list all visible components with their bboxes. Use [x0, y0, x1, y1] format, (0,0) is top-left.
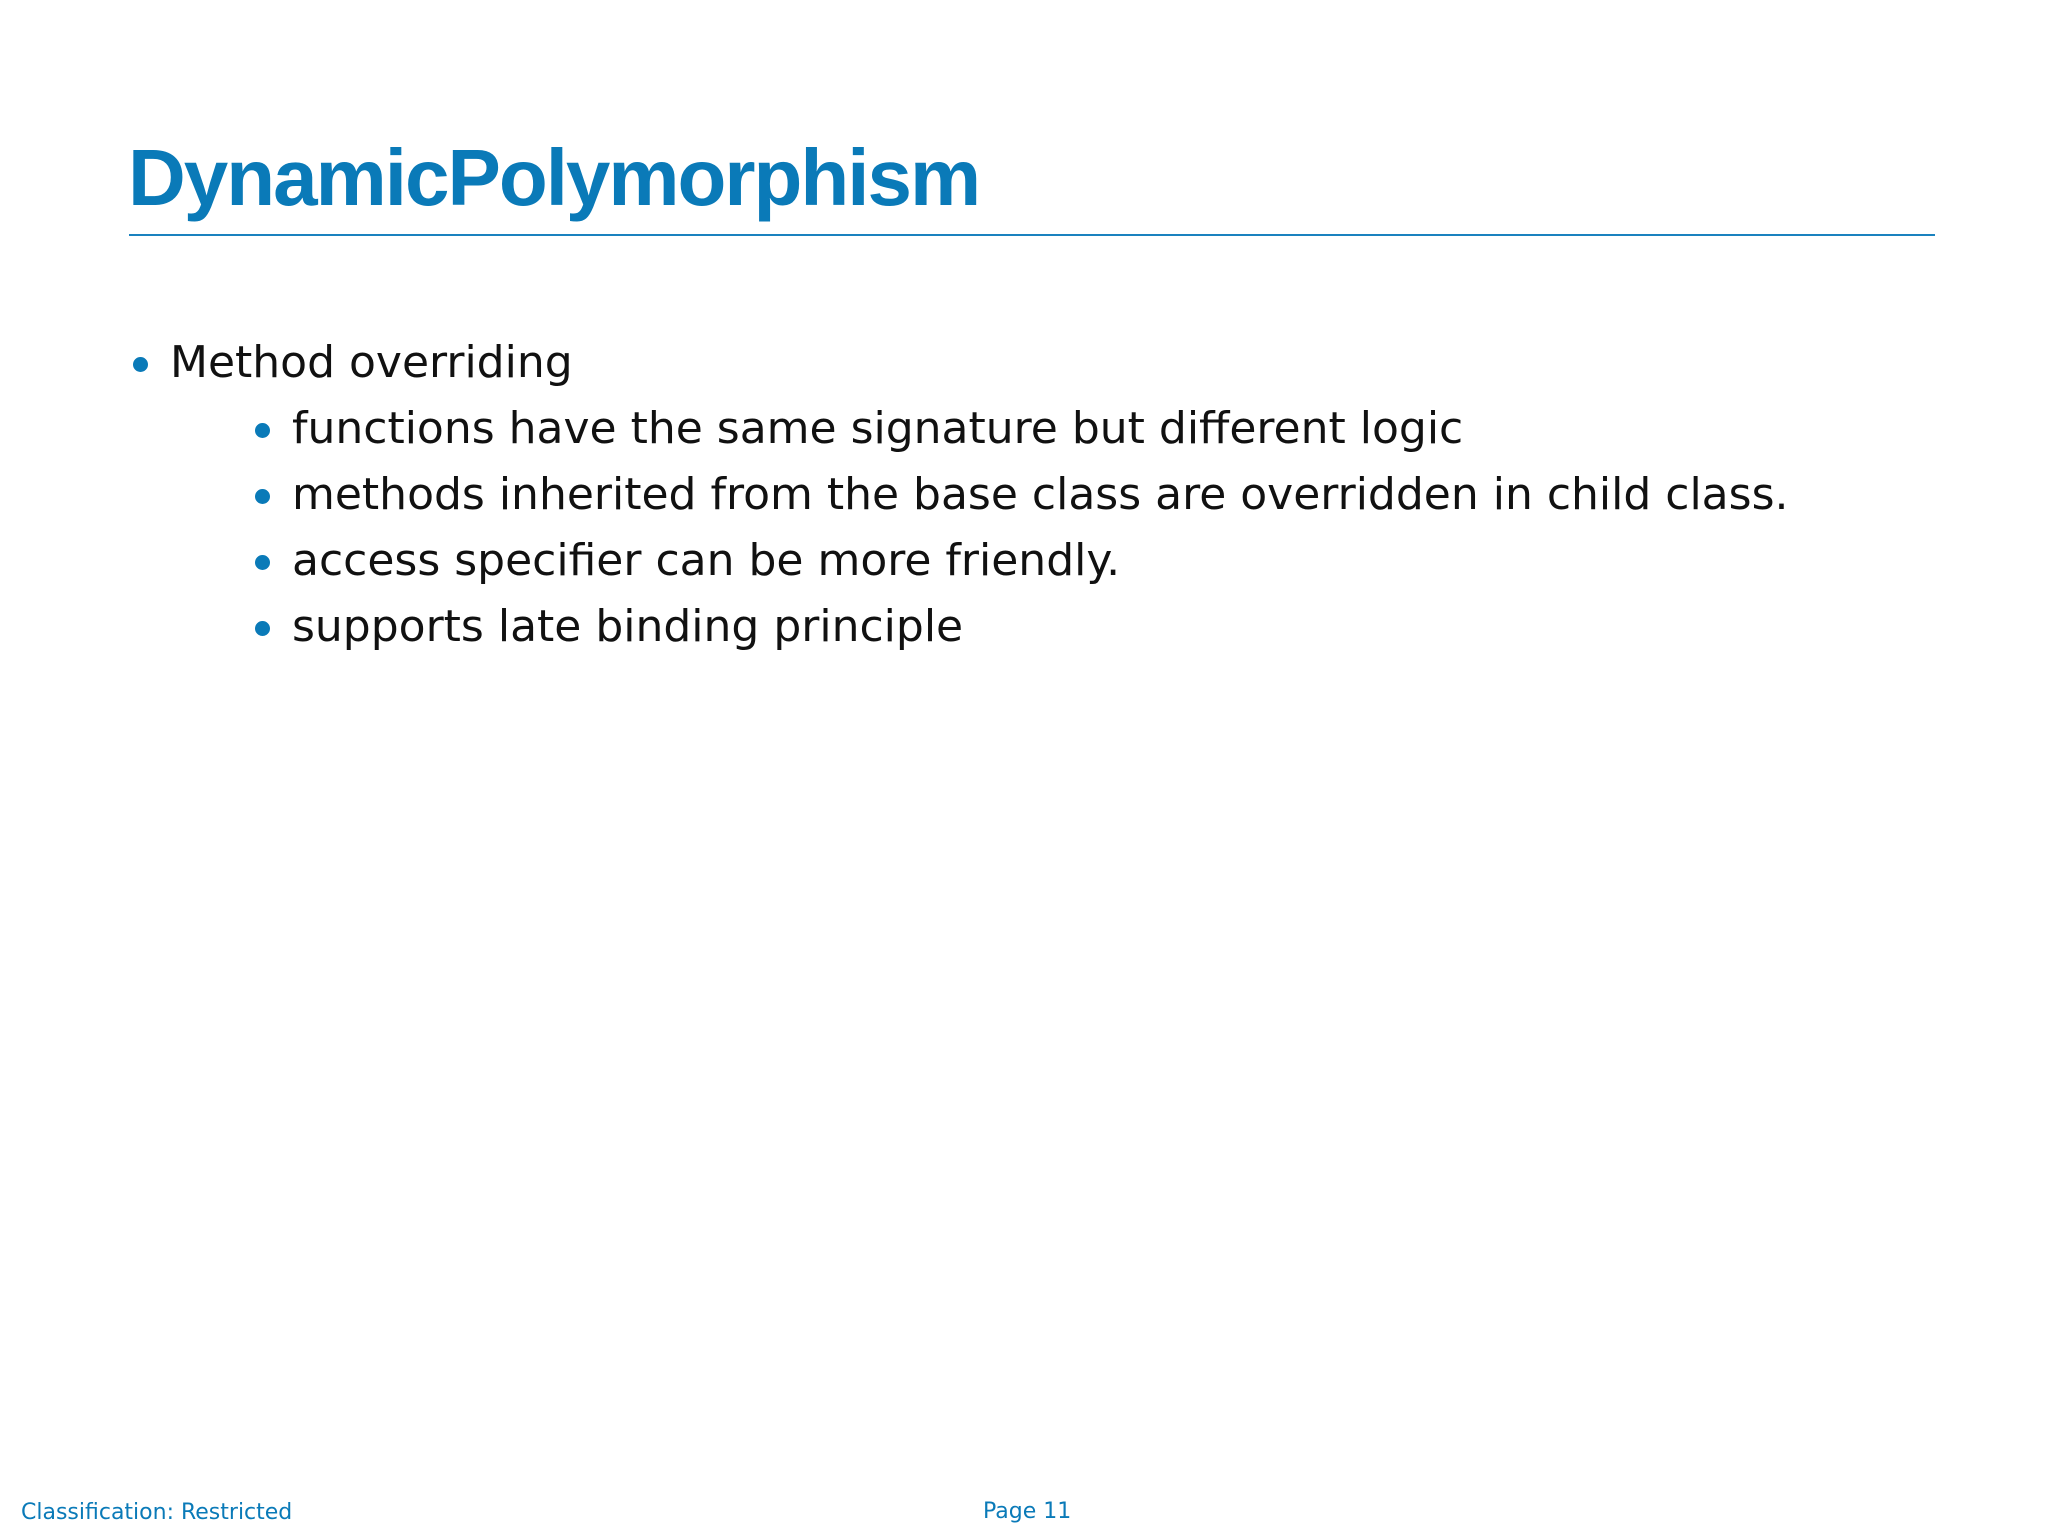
slide-title: DynamicPolymorphism [128, 133, 980, 222]
sub-bullet-dot-icon [255, 489, 270, 504]
footer-classification: Classification: Restricted [21, 1500, 293, 1525]
sub-bullet-text: functions have the same signature but different logic [292, 403, 1464, 454]
sub-bullet-text: access specifier can be more friendly. [292, 535, 1121, 586]
sub-bullet-text: methods inherited from the base class are overridden in child class. [292, 469, 1789, 520]
sub-bullet-dot-icon [255, 555, 270, 570]
sub-bullet-dot-icon [255, 423, 270, 438]
sub-bullet-text: supports late binding principle [292, 601, 964, 652]
sub-bullet-item [170, 462, 1788, 528]
bullet-item [128, 330, 1788, 660]
bullet-list [128, 330, 1788, 660]
footer-page-number: Page 11 [983, 1499, 1072, 1524]
sub-bullet-dot-icon [255, 621, 270, 636]
bullet-text: Method overriding [170, 337, 573, 388]
bullet-dot-icon [133, 357, 148, 372]
title-underline [129, 234, 1935, 236]
sub-bullet-item [170, 396, 1788, 462]
sub-bullet-item [170, 594, 1788, 660]
sub-bullet-item [170, 528, 1788, 594]
sub-bullet-list [170, 396, 1788, 660]
